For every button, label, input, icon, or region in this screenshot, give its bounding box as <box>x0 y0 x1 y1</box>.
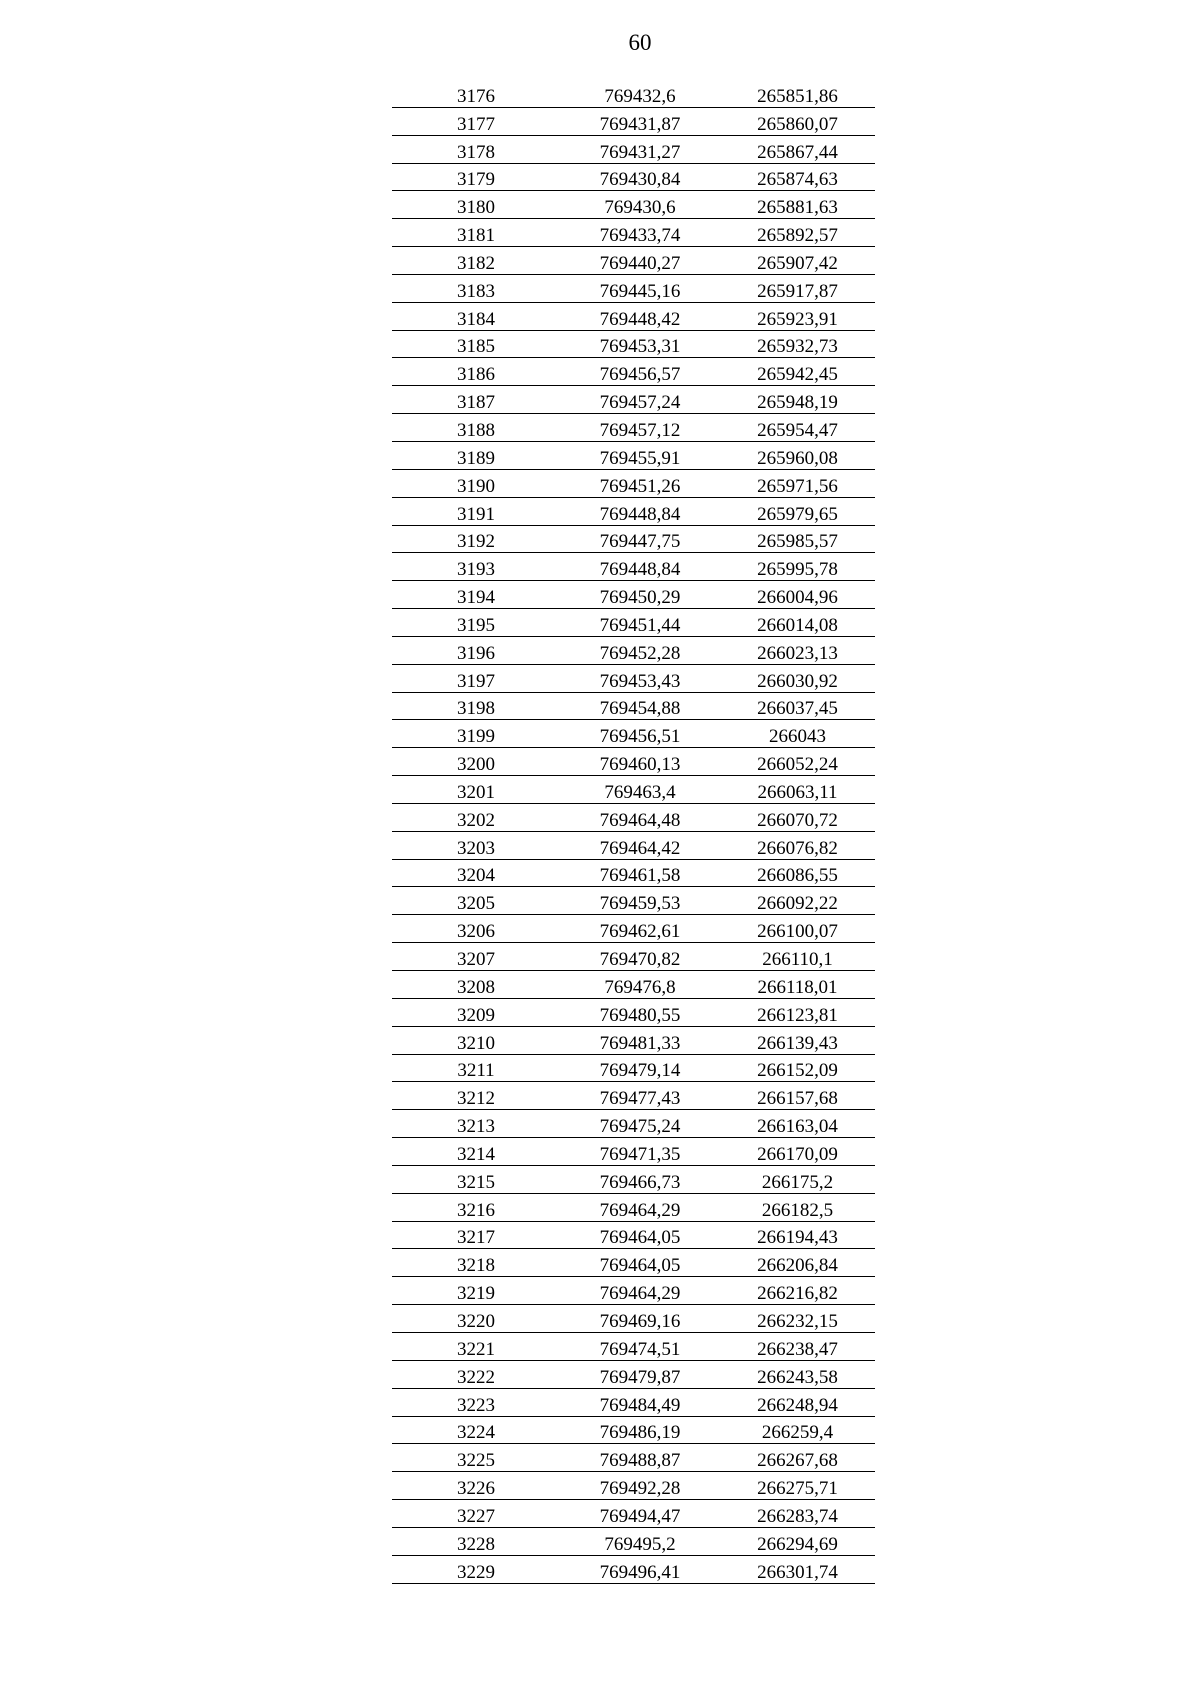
y-coordinate-cell: 266110,1 <box>720 943 875 971</box>
page-number: 60 <box>628 30 652 55</box>
x-coordinate-cell: 769456,57 <box>560 358 720 386</box>
table-row <box>392 748 875 776</box>
y-coordinate-cell: 266023,13 <box>720 636 875 664</box>
table-row <box>392 107 875 135</box>
x-coordinate-cell: 769448,84 <box>560 497 720 525</box>
table-row <box>392 664 875 692</box>
y-coordinate-cell: 265923,91 <box>720 302 875 330</box>
table-row <box>392 247 875 275</box>
point-number-cell: 3185 <box>392 330 560 358</box>
point-number-cell: 3193 <box>392 553 560 581</box>
point-number-cell: 3177 <box>392 107 560 135</box>
point-number-cell: 3192 <box>392 525 560 553</box>
point-number-cell: 3194 <box>392 581 560 609</box>
y-coordinate-cell: 265954,47 <box>720 414 875 442</box>
y-coordinate-cell: 265971,56 <box>720 469 875 497</box>
point-number-cell: 3229 <box>392 1555 560 1583</box>
y-coordinate-cell: 266163,04 <box>720 1110 875 1138</box>
table-row <box>392 1165 875 1193</box>
y-coordinate-cell: 266063,11 <box>720 776 875 804</box>
point-number-cell: 3220 <box>392 1305 560 1333</box>
point-number-cell: 3211 <box>392 1054 560 1082</box>
table-row <box>392 915 875 943</box>
table-row <box>392 1360 875 1388</box>
y-coordinate-cell: 266301,74 <box>720 1555 875 1583</box>
y-coordinate-cell: 266092,22 <box>720 887 875 915</box>
y-coordinate-cell: 266238,47 <box>720 1332 875 1360</box>
point-number-cell: 3206 <box>392 915 560 943</box>
point-number-cell: 3219 <box>392 1277 560 1305</box>
y-coordinate-cell: 266043 <box>720 720 875 748</box>
y-coordinate-cell: 266267,68 <box>720 1444 875 1472</box>
x-coordinate-cell: 769481,33 <box>560 1026 720 1054</box>
table-row <box>392 1026 875 1054</box>
table-row <box>392 497 875 525</box>
table-row <box>392 1054 875 1082</box>
table-row <box>392 1249 875 1277</box>
y-coordinate-cell: 265874,63 <box>720 163 875 191</box>
x-coordinate-cell: 769455,91 <box>560 441 720 469</box>
point-number-cell: 3190 <box>392 469 560 497</box>
x-coordinate-cell: 769448,84 <box>560 553 720 581</box>
x-coordinate-cell: 769466,73 <box>560 1165 720 1193</box>
point-number-cell: 3212 <box>392 1082 560 1110</box>
table-row <box>392 358 875 386</box>
table-row <box>392 302 875 330</box>
point-number-cell: 3214 <box>392 1138 560 1166</box>
x-coordinate-cell: 769454,88 <box>560 692 720 720</box>
x-coordinate-cell: 769495,2 <box>560 1527 720 1555</box>
point-number-cell: 3186 <box>392 358 560 386</box>
y-coordinate-cell: 266216,82 <box>720 1277 875 1305</box>
point-number-cell: 3213 <box>392 1110 560 1138</box>
table-row <box>392 1277 875 1305</box>
table-row <box>392 776 875 804</box>
y-coordinate-cell: 265881,63 <box>720 191 875 219</box>
y-coordinate-cell: 265942,45 <box>720 358 875 386</box>
point-number-cell: 3225 <box>392 1444 560 1472</box>
x-coordinate-cell: 769445,16 <box>560 274 720 302</box>
y-coordinate-cell: 266052,24 <box>720 748 875 776</box>
point-number-cell: 3176 <box>392 80 560 107</box>
point-number-cell: 3181 <box>392 219 560 247</box>
x-coordinate-cell: 769464,05 <box>560 1249 720 1277</box>
table-row <box>392 720 875 748</box>
point-number-cell: 3210 <box>392 1026 560 1054</box>
y-coordinate-cell: 265892,57 <box>720 219 875 247</box>
point-number-cell: 3216 <box>392 1193 560 1221</box>
table-row <box>392 1555 875 1583</box>
x-coordinate-cell: 769457,24 <box>560 386 720 414</box>
point-number-cell: 3188 <box>392 414 560 442</box>
point-number-cell: 3205 <box>392 887 560 915</box>
table-row <box>392 581 875 609</box>
point-number-cell: 3183 <box>392 274 560 302</box>
x-coordinate-cell: 769459,53 <box>560 887 720 915</box>
table-row <box>392 636 875 664</box>
point-number-cell: 3178 <box>392 135 560 163</box>
table-row <box>392 163 875 191</box>
point-number-cell: 3196 <box>392 636 560 664</box>
y-coordinate-cell: 266170,09 <box>720 1138 875 1166</box>
x-coordinate-cell: 769496,41 <box>560 1555 720 1583</box>
table-row <box>392 831 875 859</box>
table-row <box>392 274 875 302</box>
point-number-cell: 3198 <box>392 692 560 720</box>
table-row <box>392 1388 875 1416</box>
point-number-cell: 3182 <box>392 247 560 275</box>
y-coordinate-cell: 265917,87 <box>720 274 875 302</box>
y-coordinate-cell: 266175,2 <box>720 1165 875 1193</box>
y-coordinate-cell: 266100,07 <box>720 915 875 943</box>
y-coordinate-cell: 266248,94 <box>720 1388 875 1416</box>
point-number-cell: 3202 <box>392 803 560 831</box>
x-coordinate-cell: 769479,14 <box>560 1054 720 1082</box>
point-number-cell: 3221 <box>392 1332 560 1360</box>
table-row <box>392 1221 875 1249</box>
point-number-cell: 3222 <box>392 1360 560 1388</box>
point-number-cell: 3201 <box>392 776 560 804</box>
point-number-cell: 3204 <box>392 859 560 887</box>
table-row <box>392 80 875 107</box>
y-coordinate-cell: 265867,44 <box>720 135 875 163</box>
x-coordinate-cell: 769456,51 <box>560 720 720 748</box>
x-coordinate-cell: 769453,43 <box>560 664 720 692</box>
y-coordinate-cell: 265860,07 <box>720 107 875 135</box>
point-number-cell: 3180 <box>392 191 560 219</box>
y-coordinate-cell: 266123,81 <box>720 998 875 1026</box>
y-coordinate-cell: 266259,4 <box>720 1416 875 1444</box>
x-coordinate-cell: 769474,51 <box>560 1332 720 1360</box>
y-coordinate-cell: 266139,43 <box>720 1026 875 1054</box>
x-coordinate-cell: 769492,28 <box>560 1472 720 1500</box>
table-row <box>392 1416 875 1444</box>
x-coordinate-cell: 769480,55 <box>560 998 720 1026</box>
point-number-cell: 3226 <box>392 1472 560 1500</box>
table-row <box>392 1138 875 1166</box>
x-coordinate-cell: 769462,61 <box>560 915 720 943</box>
y-coordinate-cell: 266275,71 <box>720 1472 875 1500</box>
y-coordinate-cell: 265960,08 <box>720 441 875 469</box>
y-coordinate-cell: 265851,86 <box>720 80 875 107</box>
x-coordinate-cell: 769469,16 <box>560 1305 720 1333</box>
x-coordinate-cell: 769464,29 <box>560 1193 720 1221</box>
y-coordinate-cell: 265979,65 <box>720 497 875 525</box>
y-coordinate-cell: 265907,42 <box>720 247 875 275</box>
point-number-cell: 3223 <box>392 1388 560 1416</box>
point-number-cell: 3228 <box>392 1527 560 1555</box>
y-coordinate-cell: 266232,15 <box>720 1305 875 1333</box>
table-row <box>392 609 875 637</box>
y-coordinate-cell: 266152,09 <box>720 1054 875 1082</box>
x-coordinate-cell: 769451,44 <box>560 609 720 637</box>
table-row <box>392 998 875 1026</box>
table-row <box>392 330 875 358</box>
x-coordinate-cell: 769440,27 <box>560 247 720 275</box>
table-row <box>392 692 875 720</box>
point-number-cell: 3203 <box>392 831 560 859</box>
y-coordinate-cell: 266030,92 <box>720 664 875 692</box>
point-number-cell: 3209 <box>392 998 560 1026</box>
x-coordinate-cell: 769448,42 <box>560 302 720 330</box>
x-coordinate-cell: 769477,43 <box>560 1082 720 1110</box>
x-coordinate-cell: 769464,29 <box>560 1277 720 1305</box>
table-row <box>392 191 875 219</box>
x-coordinate-cell: 769464,42 <box>560 831 720 859</box>
x-coordinate-cell: 769453,31 <box>560 330 720 358</box>
y-coordinate-cell: 266194,43 <box>720 1221 875 1249</box>
point-number-cell: 3215 <box>392 1165 560 1193</box>
coordinate-table-body <box>392 80 875 1583</box>
table-row <box>392 1472 875 1500</box>
x-coordinate-cell: 769476,8 <box>560 971 720 999</box>
table-row <box>392 803 875 831</box>
point-number-cell: 3199 <box>392 720 560 748</box>
x-coordinate-cell: 769457,12 <box>560 414 720 442</box>
x-coordinate-cell: 769470,82 <box>560 943 720 971</box>
table-row <box>392 887 875 915</box>
x-coordinate-cell: 769475,24 <box>560 1110 720 1138</box>
x-coordinate-cell: 769432,6 <box>560 80 720 107</box>
y-coordinate-cell: 265995,78 <box>720 553 875 581</box>
x-coordinate-cell: 769430,84 <box>560 163 720 191</box>
table-row <box>392 1527 875 1555</box>
x-coordinate-cell: 769433,74 <box>560 219 720 247</box>
y-coordinate-cell: 266243,58 <box>720 1360 875 1388</box>
table-row <box>392 219 875 247</box>
point-number-cell: 3179 <box>392 163 560 191</box>
y-coordinate-cell: 265932,73 <box>720 330 875 358</box>
table-row <box>392 135 875 163</box>
table-row <box>392 1082 875 1110</box>
y-coordinate-cell: 266118,01 <box>720 971 875 999</box>
point-number-cell: 3207 <box>392 943 560 971</box>
point-number-cell: 3208 <box>392 971 560 999</box>
point-number-cell: 3191 <box>392 497 560 525</box>
coordinate-table <box>392 80 875 1584</box>
point-number-cell: 3187 <box>392 386 560 414</box>
x-coordinate-cell: 769447,75 <box>560 525 720 553</box>
x-coordinate-cell: 769471,35 <box>560 1138 720 1166</box>
table-row <box>392 553 875 581</box>
x-coordinate-cell: 769484,49 <box>560 1388 720 1416</box>
y-coordinate-cell: 265985,57 <box>720 525 875 553</box>
x-coordinate-cell: 769464,48 <box>560 803 720 831</box>
y-coordinate-cell: 266086,55 <box>720 859 875 887</box>
x-coordinate-cell: 769451,26 <box>560 469 720 497</box>
point-number-cell: 3224 <box>392 1416 560 1444</box>
point-number-cell: 3197 <box>392 664 560 692</box>
table-row <box>392 859 875 887</box>
y-coordinate-cell: 265948,19 <box>720 386 875 414</box>
table-row <box>392 386 875 414</box>
y-coordinate-cell: 266157,68 <box>720 1082 875 1110</box>
x-coordinate-cell: 769431,27 <box>560 135 720 163</box>
y-coordinate-cell: 266283,74 <box>720 1500 875 1528</box>
table-row <box>392 943 875 971</box>
y-coordinate-cell: 266206,84 <box>720 1249 875 1277</box>
table-row <box>392 1332 875 1360</box>
x-coordinate-cell: 769460,13 <box>560 748 720 776</box>
y-coordinate-cell: 266004,96 <box>720 581 875 609</box>
x-coordinate-cell: 769488,87 <box>560 1444 720 1472</box>
y-coordinate-cell: 266182,5 <box>720 1193 875 1221</box>
point-number-cell: 3227 <box>392 1500 560 1528</box>
point-number-cell: 3189 <box>392 441 560 469</box>
x-coordinate-cell: 769494,47 <box>560 1500 720 1528</box>
y-coordinate-cell: 266070,72 <box>720 803 875 831</box>
table-row <box>392 525 875 553</box>
x-coordinate-cell: 769431,87 <box>560 107 720 135</box>
x-coordinate-cell: 769464,05 <box>560 1221 720 1249</box>
table-row <box>392 469 875 497</box>
x-coordinate-cell: 769486,19 <box>560 1416 720 1444</box>
y-coordinate-cell: 266037,45 <box>720 692 875 720</box>
y-coordinate-cell: 266014,08 <box>720 609 875 637</box>
table-row <box>392 414 875 442</box>
y-coordinate-cell: 266076,82 <box>720 831 875 859</box>
point-number-cell: 3184 <box>392 302 560 330</box>
table-row <box>392 1500 875 1528</box>
table-row <box>392 1193 875 1221</box>
point-number-cell: 3200 <box>392 748 560 776</box>
x-coordinate-cell: 769461,58 <box>560 859 720 887</box>
table-row <box>392 1444 875 1472</box>
y-coordinate-cell: 266294,69 <box>720 1527 875 1555</box>
x-coordinate-cell: 769463,4 <box>560 776 720 804</box>
x-coordinate-cell: 769430,6 <box>560 191 720 219</box>
point-number-cell: 3218 <box>392 1249 560 1277</box>
point-number-cell: 3195 <box>392 609 560 637</box>
point-number-cell: 3217 <box>392 1221 560 1249</box>
table-row <box>392 1110 875 1138</box>
x-coordinate-cell: 769452,28 <box>560 636 720 664</box>
table-row <box>392 971 875 999</box>
x-coordinate-cell: 769450,29 <box>560 581 720 609</box>
x-coordinate-cell: 769479,87 <box>560 1360 720 1388</box>
table-row <box>392 441 875 469</box>
table-row <box>392 1305 875 1333</box>
